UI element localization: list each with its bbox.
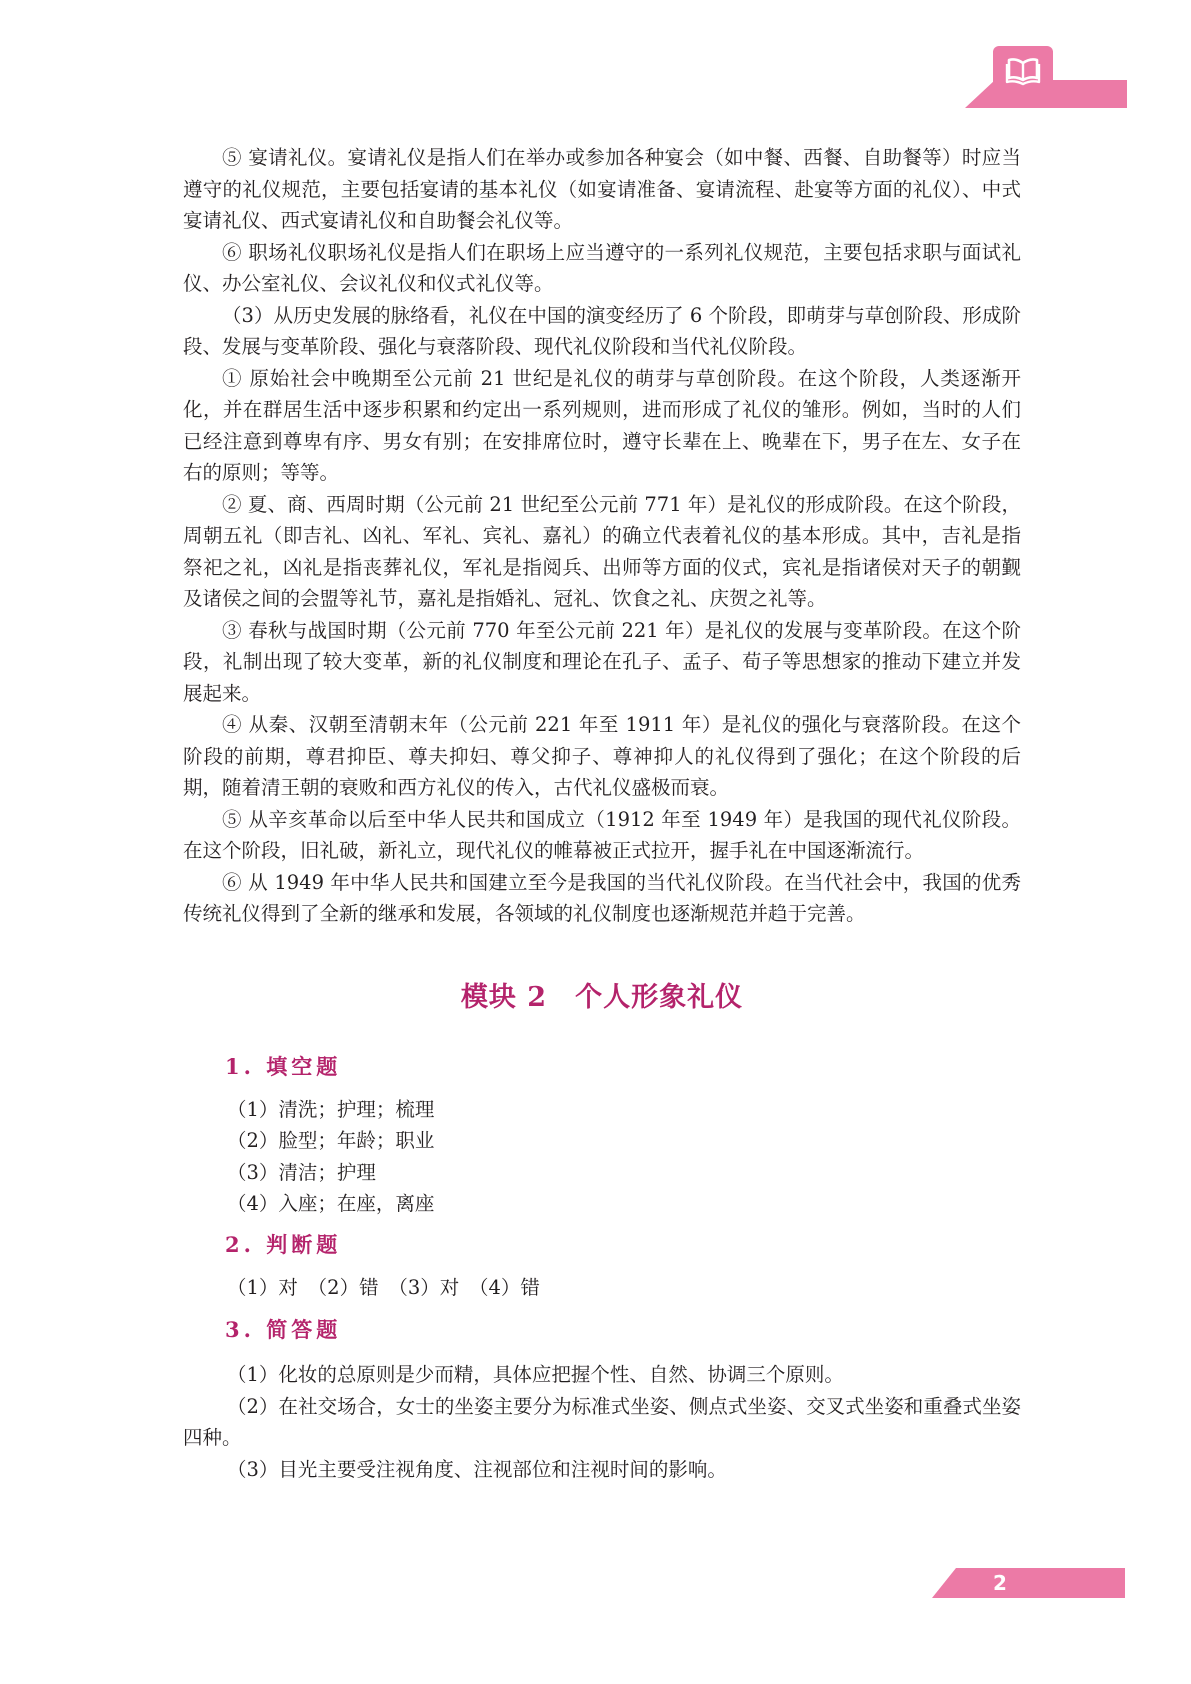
page-content bbox=[183, 142, 1021, 1485]
paragraph: ① 原始社会中晚期至公元前 21 世纪是礼仪的萌芽与草创阶段。在这个阶段，人类逐渐开化，并在群居生活中逐步积累和约定出一系列规则，进而形成了礼仪的雏形。例如，当时的人们已经注意到尊卑有序、男女有别；在安排席位时，遵守长辈在上、晚辈在下，男子在左、女子在右的原则；等等。 bbox=[183, 366, 1021, 484]
section-heading-fill: 1. 填空题 bbox=[225, 1053, 342, 1079]
module-title: 模块 2 个人形象礼仪 bbox=[460, 981, 744, 1013]
paragraph: ⑥ 从 1949 年中华人民共和国建立至今是我国的当代礼仪阶段。在当代社会中，我国的优秀传统礼仪得到了全新的继承和发展，各领域的礼仪制度也逐渐规范并趋于完善。 bbox=[183, 870, 1021, 925]
section-heading-judge: 2. 判断题 bbox=[225, 1231, 342, 1257]
paragraph: （3）从历史发展的脉络看，礼仪在中国的演变经历了 6 个阶段，即萌芽与草创阶段、形成阶段、发展与变革阶段、强化与衰落阶段、现代礼仪阶段和当代礼仪阶段。 bbox=[183, 303, 1021, 358]
answer-line: （1）对 （2）错 （3）对 （4）错 bbox=[227, 1275, 540, 1299]
answer-line: （1）化妆的总原则是少而精，具体应把握个性、自然、协调三个原则。 bbox=[227, 1363, 844, 1386]
paragraph: ④ 从秦、汉朝至清朝末年（公元前 221 年至 1911 年）是礼仪的强化与衰落阶段。在这个阶段的前期，尊君抑臣、尊夫抑妇、尊父抑子、尊神抑人的礼仪得到了强化；在这个阶段的后期，随着清王朝的衰败和西方礼仪的传入，古代礼仪盛极而衰。 bbox=[183, 713, 1021, 799]
footer-tab bbox=[932, 1568, 1125, 1598]
section-heading-short: 3. 简答题 bbox=[225, 1317, 342, 1342]
answer-line: （2）脸型；年龄；职业 bbox=[227, 1129, 435, 1152]
answer-line: （2）在社交场合，女士的坐姿主要分为标准式坐姿、侧点式坐姿、交叉式坐姿和重叠式坐姿四种。 bbox=[183, 1394, 1021, 1449]
paragraph: ② 夏、商、西周时期（公元前 21 世纪至公元前 771 年）是礼仪的形成阶段。在这个阶段，周朝五礼（即吉礼、凶礼、军礼、宾礼、嘉礼）的确立代表着礼仪的基本形成。其中，吉礼是指祭祀之礼，凶礼是指丧葬礼仪，军礼是指阅兵、出师等方面的仪式，宾礼是指诸侯对天子的朝觐及诸侯之间的会盟等礼节，嘉礼是指婚礼、冠礼、饮食之礼、庆贺之礼等。 bbox=[183, 492, 1021, 610]
answer-line: （3）目光主要受注视角度、注视部位和注视时间的影响。 bbox=[227, 1457, 727, 1481]
open-book-icon bbox=[993, 46, 1053, 94]
paragraph: ⑥ 职场礼仪职场礼仪是指人们在职场上应当遵守的一系列礼仪规范，主要包括求职与面试礼仪、办公室礼仪、会议礼仪和仪式礼仪等。 bbox=[183, 240, 1021, 295]
answer-line: （4）入座；在座，离座 bbox=[227, 1192, 435, 1215]
answer-line: （1）清洗；护理；梳理 bbox=[227, 1097, 435, 1121]
paragraph: ③ 春秋与战国时期（公元前 770 年至公元前 221 年）是礼仪的发展与变革阶段。在这个阶段，礼制出现了较大变革，新的礼仪制度和理论在孔子、孟子、荀子等思想家的推动下建立并发展起来。 bbox=[183, 618, 1021, 705]
paragraph: ⑤ 从辛亥革命以后至中华人民共和国成立（1912 年至 1949 年）是我国的现代礼仪阶段。在这个阶段，旧礼破，新礼立，现代礼仪的帷幕被正式拉开，握手礼在中国逐渐流行。 bbox=[183, 807, 1021, 862]
answer-line: （3）清洁；护理 bbox=[227, 1160, 376, 1184]
page-number: 2 bbox=[993, 1571, 1007, 1595]
paragraph: ⑤ 宴请礼仪。宴请礼仪是指人们在举办或参加各种宴会（如中餐、西餐、自助餐等）时应当遵守的礼仪规范，主要包括宴请的基本礼仪（如宴请准备、宴请流程、赴宴等方面的礼仪）、中式宴请礼仪、西式宴请礼仪和自助餐会礼仪等。 bbox=[183, 146, 1021, 232]
